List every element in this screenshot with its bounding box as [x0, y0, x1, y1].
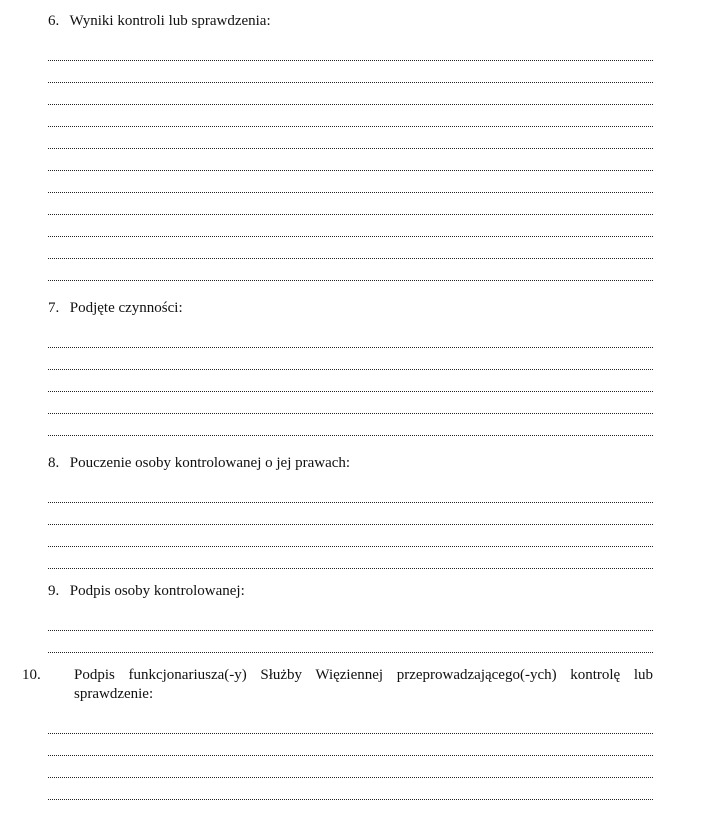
dotted-answer-line [48, 326, 653, 348]
dotted-answer-line [48, 83, 653, 105]
section-6-title: Wyniki kontroli lub sprawdzenia: [69, 13, 271, 29]
section-6-number: 6. [48, 13, 60, 29]
dotted-answer-line [48, 105, 653, 127]
dotted-answer-line [48, 525, 653, 547]
dotted-answer-line [48, 171, 653, 193]
section-9-number: 9. [48, 583, 60, 599]
dotted-answer-line [48, 237, 653, 259]
dotted-answer-line [48, 414, 653, 436]
section-7-actions-taken [48, 299, 653, 436]
section-8-heading [48, 454, 653, 473]
section-9-heading [48, 582, 653, 601]
dotted-answer-line [48, 609, 653, 631]
dotted-answer-line [48, 734, 653, 756]
dotted-answer-line [48, 61, 653, 83]
section-10-number: 10. [22, 667, 41, 683]
section-9-controlled-person-signature [48, 582, 653, 653]
dotted-answer-line [48, 712, 653, 734]
dotted-answer-line [48, 348, 653, 370]
section-10-answer-lines [48, 712, 653, 800]
dotted-answer-line [48, 370, 653, 392]
section-7-title: Podjęte czynności: [69, 300, 183, 316]
section-10-officer-signature [22, 666, 653, 800]
dotted-answer-line [48, 215, 653, 237]
section-6-answer-lines [48, 39, 653, 281]
dotted-answer-line [48, 39, 653, 61]
section-7-number: 7. [48, 300, 60, 316]
section-10-heading [22, 666, 653, 704]
dotted-answer-line [48, 503, 653, 525]
section-8-title: Pouczenie osoby kontrolowanej o jej prawach: [69, 455, 351, 471]
dotted-answer-line [48, 756, 653, 778]
section-8-rights-instruction [48, 454, 653, 569]
dotted-answer-line [48, 481, 653, 503]
section-9-title: Podpis osoby kontrolowanej: [69, 583, 245, 599]
dotted-answer-line [48, 127, 653, 149]
dotted-answer-line [48, 149, 653, 171]
section-6-results [48, 12, 653, 281]
dotted-answer-line [48, 547, 653, 569]
dotted-answer-line [48, 193, 653, 215]
dotted-answer-line [48, 778, 653, 800]
dotted-answer-line [48, 392, 653, 414]
section-8-number: 8. [48, 455, 60, 471]
section-8-answer-lines [48, 481, 653, 569]
dotted-answer-line [48, 259, 653, 281]
section-6-heading [48, 12, 653, 31]
section-10-title: Podpis funkcjonariusza(-y) Służby Więziennej przeprowadzającego(-ych) kontrolę lub sprawdzenie: [74, 667, 653, 702]
section-7-answer-lines [48, 326, 653, 436]
section-7-heading [48, 299, 653, 318]
section-9-answer-lines [48, 609, 653, 653]
dotted-answer-line [48, 631, 653, 653]
